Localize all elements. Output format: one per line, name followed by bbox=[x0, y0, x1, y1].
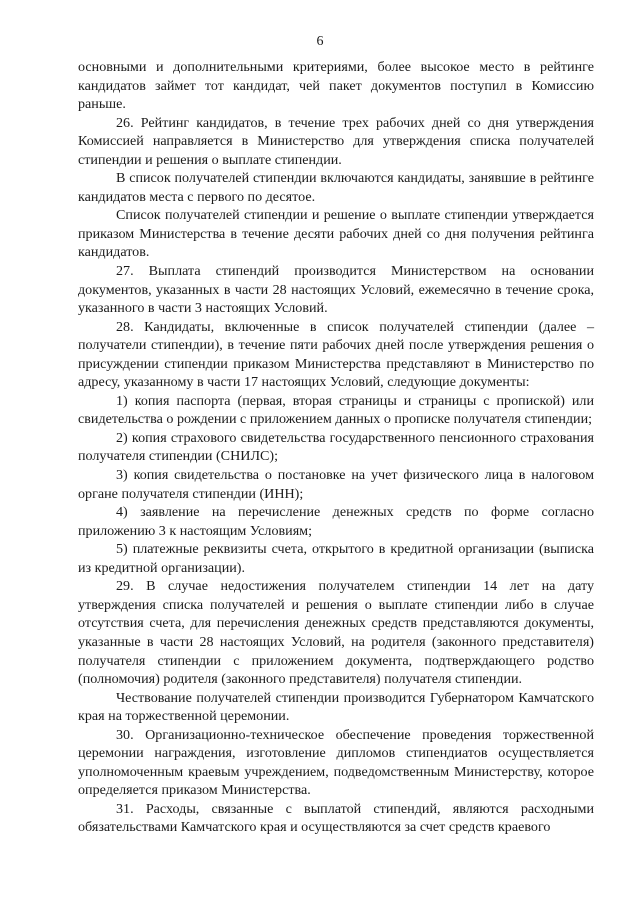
paragraph-item-31: 31. Расходы, связанные с выплатой стипендий, являются расходными обязательствами Камчатского края и осуществляются за счет средств краевого bbox=[78, 800, 594, 836]
document-body bbox=[78, 58, 594, 837]
paragraph-approval-order: Список получателей стипендии и решение о выплате стипендии утверждается приказом Министерства в течение десяти рабочих дней со дня получения рейтинга кандидатов. bbox=[78, 207, 594, 261]
paragraph-item-27: 27. Выплата стипендий производится Министерством на основании документов, указанных в части 28 настоящих Условий, ежемесячно в течение срока, указанного в части 3 настоящих Условий. bbox=[78, 263, 594, 317]
paragraph-recipients-list: В список получателей стипендии включаются кандидаты, занявшие в рейтинге кандидатов места с первого по десятое. bbox=[78, 170, 594, 205]
paragraph-subitem-1: 1) копия паспорта (первая, вторая страницы и страницы с пропиской) или свидетельства о рождении с приложением данных о прописке получателя стипендии; bbox=[78, 392, 594, 428]
paragraph-item-30: 30. Организационно-техническое обеспечение проведения торжественной церемонии награждения, изготовление дипломов стипендиатов осуществляется уполномоченным краевым учреждением, подведомственным Министерству, которое определяется приказом Министерства. bbox=[78, 726, 594, 799]
paragraph-item-26: 26. Рейтинг кандидатов, в течение трех рабочих дней со дня утверждения Комиссией направляется в Министерство для утверждения списка получателей стипендии и решения о выплате стипендии. bbox=[78, 114, 594, 168]
paragraph-subitem-5: 5) платежные реквизиты счета, открытого в кредитной организации (выписка из кредитной организации). bbox=[78, 541, 594, 576]
paragraph-ceremony: Чествование получателей стипендии производится Губернатором Камчатского края на торжественной церемонии. bbox=[78, 689, 594, 725]
paragraph-subitem-2: 2) копия страхового свидетельства государственного пенсионного страхования получателя стипендии (СНИЛС); bbox=[78, 429, 594, 465]
paragraph-item-29: 29. В случае недостижения получателем стипендии 14 лет на дату утверждения списка получателей и решения о выплате стипендии либо в случае отсутствия счета, для перечисления денежных средств представляются документы, указанные в части 28 настоящих Условий, на родителя (законного представителя) получателя стипендии с приложением документа, подтверждающего родство (полномочия) родителя (законного представителя) получателя стипендии. bbox=[78, 578, 594, 688]
paragraph-subitem-3: 3) копия свидетельства о постановке на учет физического лица в налоговом органе получателя стипендии (ИНН); bbox=[78, 467, 594, 502]
paragraph-subitem-4: 4) заявление на перечисление денежных средств по форме согласно приложению 3 к настоящим Условиям; bbox=[78, 504, 594, 539]
page-number: 6 bbox=[316, 34, 324, 49]
paragraph-item-28: 28. Кандидаты, включенные в список получателей стипендии (далее – получатели стипендии), в течение пяти рабочих дней после утверждения решения о присуждении стипендии приказом Министерства представляют в Министерство по адресу, указанному в части 17 настоящих Условий, следующие документы: bbox=[78, 318, 594, 391]
paragraph-continuation: основными и дополнительными критериями, более высокое место в рейтинге кандидатов займет тот кандидат, чей пакет документов поступил в Комиссию раньше. bbox=[78, 59, 594, 113]
